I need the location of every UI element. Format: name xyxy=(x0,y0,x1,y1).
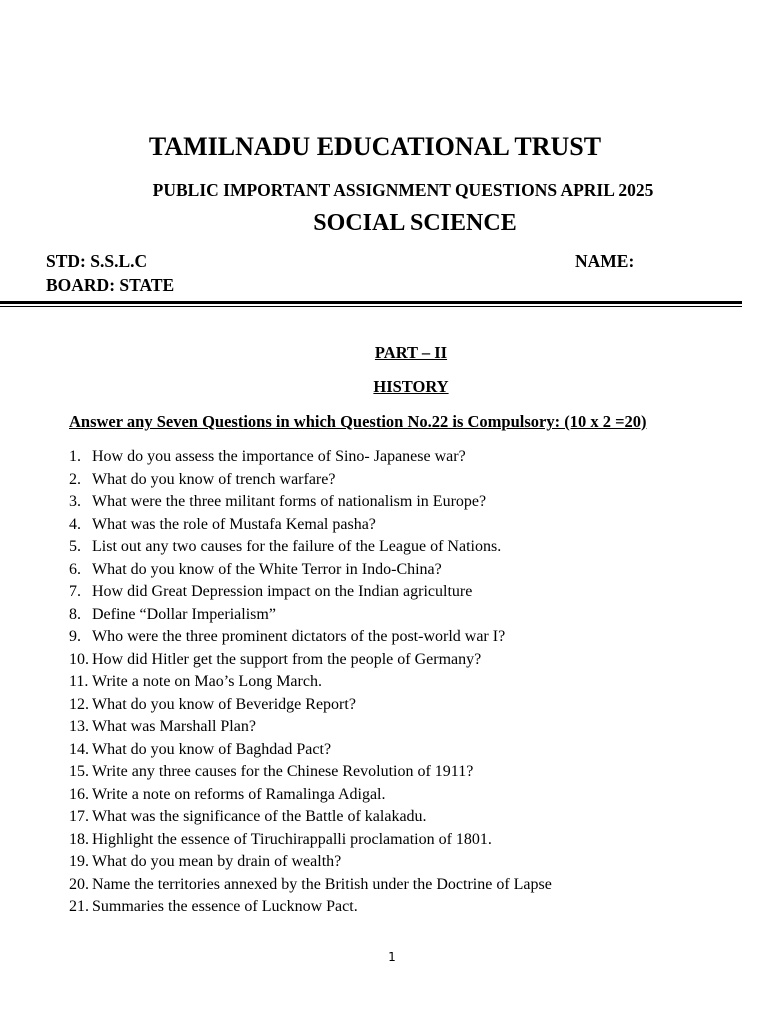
question-number: 6. xyxy=(69,560,81,578)
question-number: 19. xyxy=(69,853,89,870)
question-item xyxy=(69,874,552,897)
question-item xyxy=(69,896,552,919)
question-item xyxy=(69,581,552,604)
question-number: 17. xyxy=(69,808,89,825)
question-number: 1. xyxy=(69,448,81,465)
question-item xyxy=(69,739,552,762)
question-text: Write a note on Mao’s Long March. xyxy=(92,673,322,690)
question-item xyxy=(69,446,552,469)
question-number: 18. xyxy=(69,830,89,848)
question-text: How do you assess the importance of Sino- Japanese war? xyxy=(92,448,466,465)
question-item xyxy=(69,514,552,537)
question-item xyxy=(69,784,552,807)
question-text: What do you know of the White Terror in Indo-China? xyxy=(92,560,442,578)
trust-name: TAMILNADU EDUCATIONAL TRUST xyxy=(148,132,602,161)
name-label: NAME: xyxy=(575,251,635,271)
question-item xyxy=(69,649,552,672)
question-number: 8. xyxy=(69,605,81,623)
question-text: Write any three causes for the Chinese Revolution of 1911? xyxy=(92,763,474,780)
question-item xyxy=(69,626,552,649)
question-number: 15. xyxy=(69,763,89,780)
question-text: What do you know of Beveridge Report? xyxy=(92,695,356,713)
header-divider-thick xyxy=(0,301,742,304)
question-text: What was the role of Mustafa Kemal pasha? xyxy=(92,515,376,533)
question-text: Summaries the essence of Lucknow Pact. xyxy=(92,898,358,915)
question-text: What was Marshall Plan? xyxy=(92,718,256,735)
question-item xyxy=(69,536,552,559)
question-text: Write a note on reforms of Ramalinga Adigal. xyxy=(92,785,386,803)
question-text: Who were the three prominent dictators of the post-world war I? xyxy=(92,628,506,645)
question-item xyxy=(69,851,552,874)
question-number: 20. xyxy=(69,875,89,893)
question-text: What were the three militant forms of nationalism in Europe? xyxy=(92,493,487,510)
question-text: What do you know of Baghdad Pact? xyxy=(92,740,332,758)
question-text: List out any two causes for the failure of the League of Nations. xyxy=(92,538,502,555)
question-text: How did Great Depression impact on the Indian agriculture xyxy=(92,583,473,600)
part-heading: PART – II xyxy=(374,343,448,362)
std-label: STD: S.S.L.C xyxy=(46,251,148,271)
question-number: 12. xyxy=(69,695,89,713)
question-number: 16. xyxy=(69,785,89,803)
question-item xyxy=(69,829,552,852)
page-number: 1 xyxy=(388,950,396,964)
subject-title: SOCIAL SCIENCE xyxy=(313,210,517,236)
instruction-text: Answer any Seven Questions in which Question No.22 is Compulsory: (10 x 2 =20) xyxy=(69,412,647,431)
question-number: 10. xyxy=(69,650,89,668)
question-number: 5. xyxy=(69,538,81,555)
question-text: What do you know of trench warfare? xyxy=(92,470,336,488)
question-item xyxy=(69,604,552,627)
question-text: What was the significance of the Battle of kalakadu. xyxy=(92,808,427,825)
question-item xyxy=(69,694,552,717)
question-text: How did Hitler get the support from the people of Germany? xyxy=(92,650,482,668)
question-number: 14. xyxy=(69,740,89,758)
question-number: 3. xyxy=(69,493,81,510)
question-item xyxy=(69,716,552,739)
question-number: 9. xyxy=(69,628,81,645)
question-number: 4. xyxy=(69,515,81,533)
question-text: Name the territories annexed by the British under the Doctrine of Lapse xyxy=(92,875,552,893)
question-number: 21. xyxy=(69,898,89,915)
question-item xyxy=(69,761,552,784)
question-number: 7. xyxy=(69,583,81,600)
question-list xyxy=(69,446,552,919)
question-number: 11. xyxy=(69,673,89,690)
question-item xyxy=(69,559,552,582)
header-divider-thin xyxy=(0,306,742,307)
question-item xyxy=(69,491,552,514)
question-number: 2. xyxy=(69,470,81,488)
question-text: Define “Dollar Imperialism” xyxy=(92,605,276,623)
question-item xyxy=(69,671,552,694)
question-text: Highlight the essence of Tiruchirappalli proclamation of 1801. xyxy=(92,830,492,848)
question-item xyxy=(69,806,552,829)
question-text: What do you mean by drain of wealth? xyxy=(92,853,342,870)
question-number: 13. xyxy=(69,718,89,735)
question-item xyxy=(69,469,552,492)
assignment-subtitle: PUBLIC IMPORTANT ASSIGNMENT QUESTIONS APRIL 2025 xyxy=(152,180,654,200)
section-heading: HISTORY xyxy=(373,377,449,396)
board-label: BOARD: STATE xyxy=(46,275,175,295)
